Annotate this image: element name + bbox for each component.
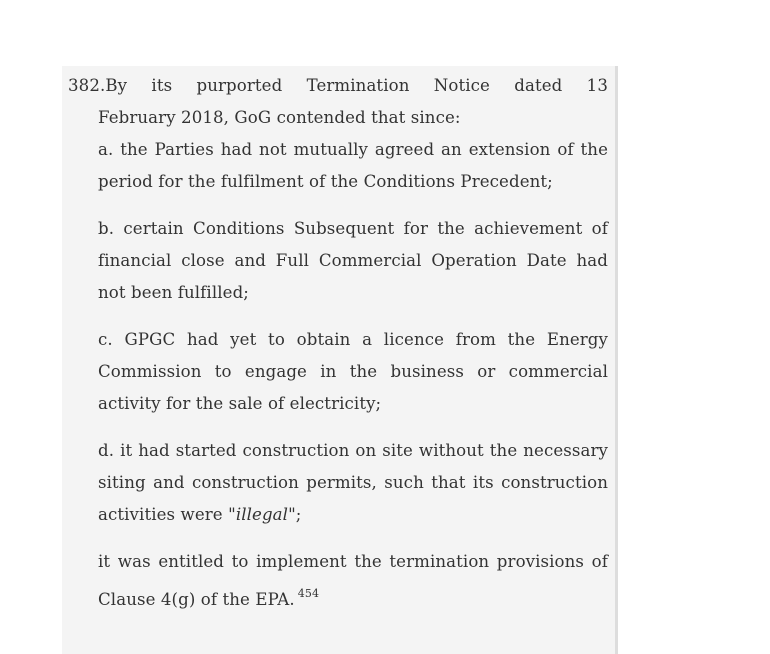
list-item-d xyxy=(68,435,608,531)
lead-text-line1: By its purported Termination Notice dated 13 xyxy=(105,76,608,95)
list-item-a: a. the Parties had not mutually agreed an extension of the period for the fulfilment of the Conditions Precedent; xyxy=(98,140,608,191)
footnote-reference: 454 xyxy=(297,587,320,600)
list-item-d-text: d. it had started construction on site without the necessary siting and construction permits, such that its construction activities were " xyxy=(98,441,608,524)
list-item-d-end: "; xyxy=(288,505,302,524)
list-item-c: c. GPGC had yet to obtain a licence from the Energy Commission to engage in the business or commercial activity for the sale of electricity; xyxy=(98,330,608,413)
paragraph-382 xyxy=(68,70,608,616)
paragraph-lead-line2: February 2018, GoG contended that since: xyxy=(98,108,461,127)
paragraph-lead-line1 xyxy=(68,70,608,102)
paragraph-number: 382. xyxy=(68,76,106,95)
list-item-e xyxy=(68,546,608,616)
list-item-d-italic: illegal xyxy=(235,505,289,524)
list-item-e-text: it was entitled to implement the termination provisions of Clause 4(g) of the EPA. xyxy=(98,552,608,609)
list-item-b: b. certain Conditions Subsequent for the achievement of financial close and Full Commercial Operation Date had not been fulfilled; xyxy=(98,219,608,302)
